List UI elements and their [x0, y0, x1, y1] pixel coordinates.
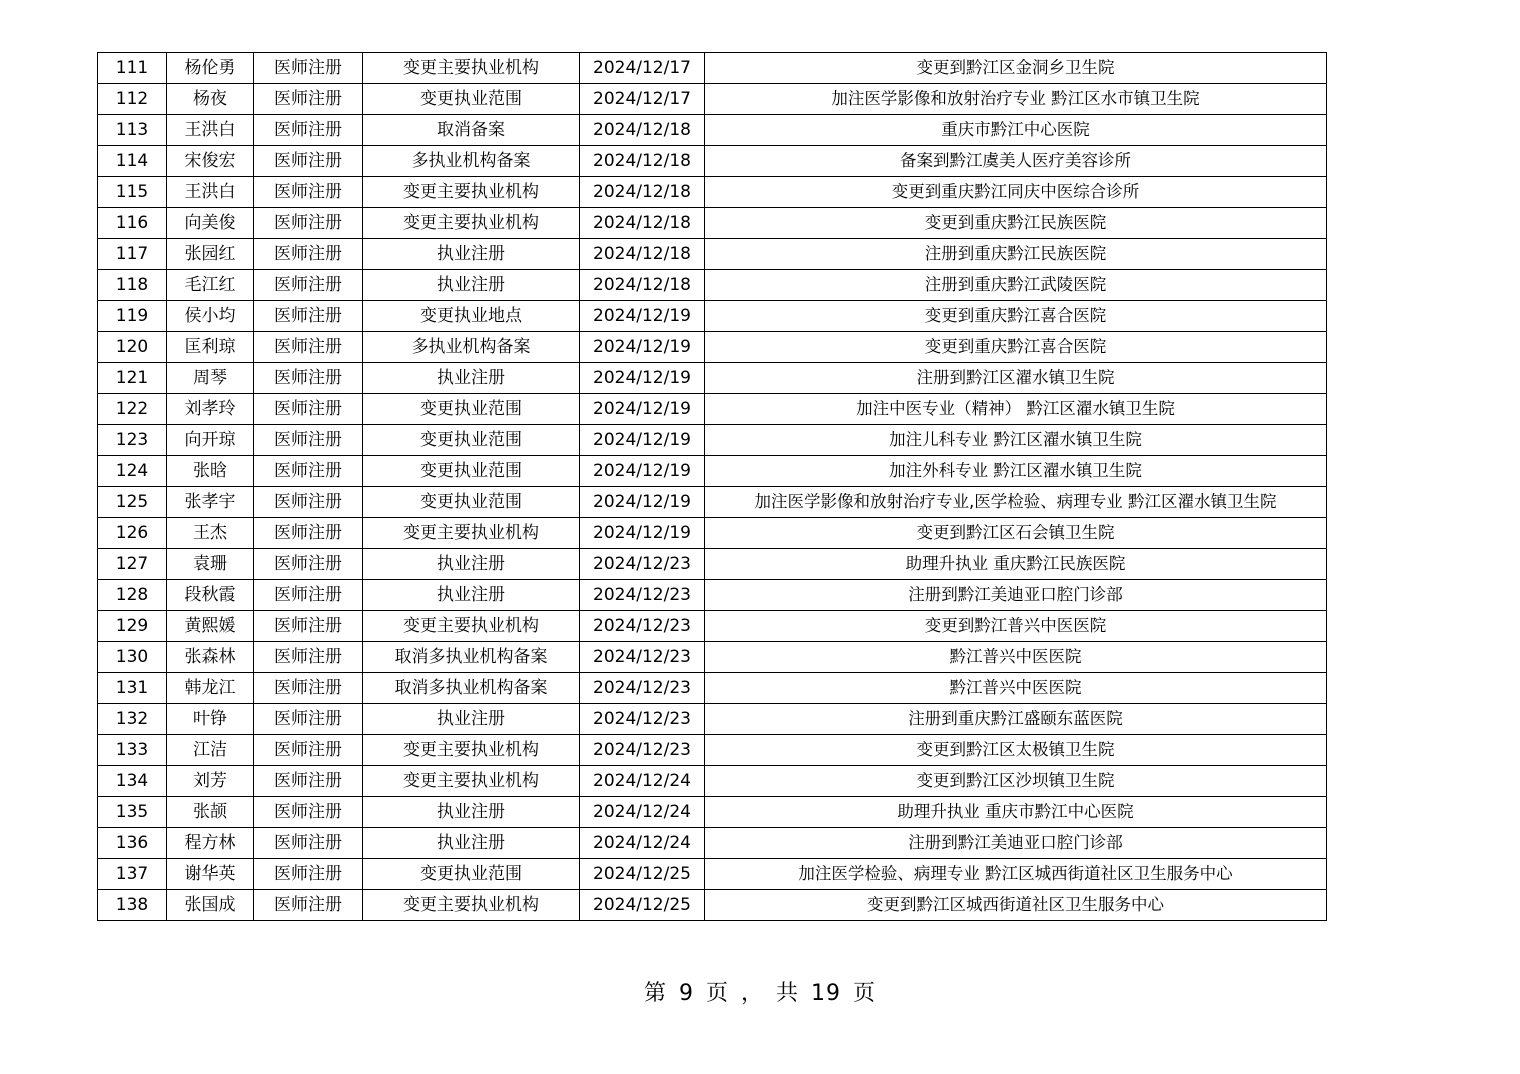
cell-action: 执业注册 — [363, 704, 580, 735]
cell-date: 2024/12/24 — [580, 828, 705, 859]
total-pages: 19 — [811, 981, 842, 1006]
cell-detail: 变更到重庆黔江同庆中医综合诊所 — [705, 177, 1327, 208]
cell-category: 医师注册 — [254, 673, 363, 704]
table-row — [98, 704, 1327, 735]
cell-date: 2024/12/23 — [580, 611, 705, 642]
cell-name: 向美俊 — [167, 208, 254, 239]
cell-date: 2024/12/19 — [580, 394, 705, 425]
cell-detail: 加注医学影像和放射治疗专业 黔江区水市镇卫生院 — [705, 84, 1327, 115]
cell-number: 121 — [98, 363, 167, 394]
cell-name: 江洁 — [167, 735, 254, 766]
cell-category: 医师注册 — [254, 394, 363, 425]
cell-detail: 黔江普兴中医医院 — [705, 642, 1327, 673]
cell-action: 变更主要执业机构 — [363, 735, 580, 766]
cell-date: 2024/12/18 — [580, 146, 705, 177]
cell-name: 向开琼 — [167, 425, 254, 456]
page-suffix: 页 — [705, 981, 729, 1006]
table-row — [98, 425, 1327, 456]
cell-number: 124 — [98, 456, 167, 487]
cell-category: 医师注册 — [254, 828, 363, 859]
cell-name: 叶铮 — [167, 704, 254, 735]
cell-action: 执业注册 — [363, 549, 580, 580]
cell-detail: 加注中医专业（精神） 黔江区濯水镇卫生院 — [705, 394, 1327, 425]
cell-date: 2024/12/18 — [580, 177, 705, 208]
cell-category: 医师注册 — [254, 301, 363, 332]
table-row — [98, 735, 1327, 766]
cell-date: 2024/12/23 — [580, 642, 705, 673]
cell-number: 112 — [98, 84, 167, 115]
cell-name: 杨夜 — [167, 84, 254, 115]
table-row — [98, 549, 1327, 580]
cell-date: 2024/12/23 — [580, 704, 705, 735]
cell-action: 多执业机构备案 — [363, 146, 580, 177]
cell-number: 130 — [98, 642, 167, 673]
cell-action: 变更执业范围 — [363, 425, 580, 456]
cell-date: 2024/12/18 — [580, 270, 705, 301]
cell-number: 126 — [98, 518, 167, 549]
cell-category: 医师注册 — [254, 208, 363, 239]
cell-detail: 备案到黔江虞美人医疗美容诊所 — [705, 146, 1327, 177]
cell-date: 2024/12/24 — [580, 766, 705, 797]
cell-action: 执业注册 — [363, 828, 580, 859]
cell-detail: 变更到黔江区太极镇卫生院 — [705, 735, 1327, 766]
cell-category: 医师注册 — [254, 766, 363, 797]
cell-action: 变更执业范围 — [363, 394, 580, 425]
cell-category: 医师注册 — [254, 425, 363, 456]
cell-name: 程方林 — [167, 828, 254, 859]
cell-action: 变更执业范围 — [363, 84, 580, 115]
cell-date: 2024/12/17 — [580, 84, 705, 115]
table-row — [98, 208, 1327, 239]
table-row — [98, 332, 1327, 363]
cell-detail: 注册到重庆黔江盛颐东蓝医院 — [705, 704, 1327, 735]
table-row — [98, 642, 1327, 673]
cell-category: 医师注册 — [254, 797, 363, 828]
cell-name: 张颉 — [167, 797, 254, 828]
table-row — [98, 766, 1327, 797]
cell-name: 韩龙江 — [167, 673, 254, 704]
cell-detail: 变更到黔江区沙坝镇卫生院 — [705, 766, 1327, 797]
total-prefix: 共 — [776, 981, 800, 1006]
cell-action: 变更执业范围 — [363, 456, 580, 487]
table-row — [98, 177, 1327, 208]
cell-number: 136 — [98, 828, 167, 859]
cell-number: 134 — [98, 766, 167, 797]
cell-category: 医师注册 — [254, 580, 363, 611]
table-row — [98, 84, 1327, 115]
cell-date: 2024/12/17 — [580, 53, 705, 84]
cell-name: 毛江红 — [167, 270, 254, 301]
cell-category: 医师注册 — [254, 53, 363, 84]
table-row — [98, 580, 1327, 611]
cell-detail: 助理升执业 重庆市黔江中心医院 — [705, 797, 1327, 828]
cell-detail: 加注医学检验、病理专业 黔江区城西街道社区卫生服务中心 — [705, 859, 1327, 890]
cell-detail: 变更到重庆黔江喜合医院 — [705, 301, 1327, 332]
cell-name: 匡利琼 — [167, 332, 254, 363]
cell-action: 变更执业范围 — [363, 487, 580, 518]
cell-name: 侯小均 — [167, 301, 254, 332]
cell-category: 医师注册 — [254, 115, 363, 146]
cell-date: 2024/12/19 — [580, 518, 705, 549]
cell-date: 2024/12/25 — [580, 859, 705, 890]
cell-detail: 变更到重庆黔江喜合医院 — [705, 332, 1327, 363]
cell-action: 变更主要执业机构 — [363, 766, 580, 797]
cell-number: 129 — [98, 611, 167, 642]
cell-number: 133 — [98, 735, 167, 766]
cell-category: 医师注册 — [254, 890, 363, 921]
table-row — [98, 487, 1327, 518]
table-row — [98, 611, 1327, 642]
table-row — [98, 890, 1327, 921]
table-row — [98, 301, 1327, 332]
cell-number: 128 — [98, 580, 167, 611]
total-suffix: 页 — [853, 981, 877, 1006]
cell-name: 黄熙媛 — [167, 611, 254, 642]
cell-category: 医师注册 — [254, 611, 363, 642]
cell-number: 115 — [98, 177, 167, 208]
cell-detail: 注册到黔江美迪亚口腔门诊部 — [705, 580, 1327, 611]
page-separator: ， — [740, 981, 764, 1006]
table-row — [98, 53, 1327, 84]
cell-detail: 加注医学影像和放射治疗专业,医学检验、病理专业 黔江区濯水镇卫生院 — [705, 487, 1327, 518]
cell-date: 2024/12/19 — [580, 363, 705, 394]
cell-detail: 变更到重庆黔江民族医院 — [705, 208, 1327, 239]
cell-detail: 黔江普兴中医医院 — [705, 673, 1327, 704]
cell-number: 122 — [98, 394, 167, 425]
cell-number: 127 — [98, 549, 167, 580]
cell-date: 2024/12/19 — [580, 456, 705, 487]
cell-category: 医师注册 — [254, 146, 363, 177]
cell-number: 111 — [98, 53, 167, 84]
cell-action: 变更主要执业机构 — [363, 208, 580, 239]
cell-number: 131 — [98, 673, 167, 704]
cell-category: 医师注册 — [254, 177, 363, 208]
cell-category: 医师注册 — [254, 518, 363, 549]
cell-date: 2024/12/18 — [580, 115, 705, 146]
cell-name: 张园红 — [167, 239, 254, 270]
table-row — [98, 859, 1327, 890]
cell-number: 125 — [98, 487, 167, 518]
table-row — [98, 146, 1327, 177]
cell-number: 117 — [98, 239, 167, 270]
cell-category: 医师注册 — [254, 270, 363, 301]
cell-detail: 加注外科专业 黔江区濯水镇卫生院 — [705, 456, 1327, 487]
cell-action: 执业注册 — [363, 239, 580, 270]
table-row — [98, 456, 1327, 487]
cell-action: 变更执业范围 — [363, 859, 580, 890]
table-row — [98, 828, 1327, 859]
table-row — [98, 270, 1327, 301]
page-number: 9 — [678, 981, 694, 1006]
page-footer — [0, 976, 1520, 1007]
cell-name: 王杰 — [167, 518, 254, 549]
cell-number: 123 — [98, 425, 167, 456]
cell-detail: 注册到重庆黔江武陵医院 — [705, 270, 1327, 301]
cell-category: 医师注册 — [254, 239, 363, 270]
page-prefix: 第 — [643, 981, 667, 1006]
cell-date: 2024/12/19 — [580, 332, 705, 363]
cell-action: 执业注册 — [363, 797, 580, 828]
cell-action: 变更主要执业机构 — [363, 611, 580, 642]
cell-number: 120 — [98, 332, 167, 363]
cell-action: 取消多执业机构备案 — [363, 673, 580, 704]
cell-detail: 变更到黔江区石会镇卫生院 — [705, 518, 1327, 549]
cell-detail: 变更到黔江普兴中医医院 — [705, 611, 1327, 642]
cell-name: 张孝宇 — [167, 487, 254, 518]
cell-number: 132 — [98, 704, 167, 735]
cell-category: 医师注册 — [254, 859, 363, 890]
cell-date: 2024/12/23 — [580, 580, 705, 611]
cell-date: 2024/12/23 — [580, 673, 705, 704]
cell-date: 2024/12/25 — [580, 890, 705, 921]
cell-number: 114 — [98, 146, 167, 177]
cell-number: 135 — [98, 797, 167, 828]
cell-detail: 重庆市黔江中心医院 — [705, 115, 1327, 146]
cell-category: 医师注册 — [254, 84, 363, 115]
cell-number: 113 — [98, 115, 167, 146]
cell-name: 张国成 — [167, 890, 254, 921]
cell-name: 周琴 — [167, 363, 254, 394]
cell-action: 执业注册 — [363, 270, 580, 301]
cell-name: 张森林 — [167, 642, 254, 673]
cell-number: 138 — [98, 890, 167, 921]
cell-date: 2024/12/24 — [580, 797, 705, 828]
cell-action: 多执业机构备案 — [363, 332, 580, 363]
cell-category: 医师注册 — [254, 332, 363, 363]
cell-action: 变更主要执业机构 — [363, 53, 580, 84]
cell-name: 杨伦勇 — [167, 53, 254, 84]
cell-name: 谢华英 — [167, 859, 254, 890]
cell-number: 137 — [98, 859, 167, 890]
record-table-body — [98, 53, 1327, 921]
cell-action: 变更执业地点 — [363, 301, 580, 332]
cell-action: 取消备案 — [363, 115, 580, 146]
cell-name: 刘孝玲 — [167, 394, 254, 425]
cell-detail: 注册到重庆黔江民族医院 — [705, 239, 1327, 270]
cell-category: 医师注册 — [254, 549, 363, 580]
cell-category: 医师注册 — [254, 363, 363, 394]
cell-name: 张晗 — [167, 456, 254, 487]
cell-date: 2024/12/19 — [580, 301, 705, 332]
cell-name: 王洪白 — [167, 115, 254, 146]
cell-detail: 助理升执业 重庆黔江民族医院 — [705, 549, 1327, 580]
table-row — [98, 518, 1327, 549]
cell-detail: 变更到黔江区城西街道社区卫生服务中心 — [705, 890, 1327, 921]
table-row — [98, 797, 1327, 828]
cell-action: 变更主要执业机构 — [363, 890, 580, 921]
cell-detail: 注册到黔江区濯水镇卫生院 — [705, 363, 1327, 394]
cell-date: 2024/12/23 — [580, 549, 705, 580]
cell-category: 医师注册 — [254, 487, 363, 518]
cell-category: 医师注册 — [254, 456, 363, 487]
cell-name: 段秋霞 — [167, 580, 254, 611]
cell-number: 116 — [98, 208, 167, 239]
cell-name: 王洪白 — [167, 177, 254, 208]
cell-detail: 变更到黔江区金洞乡卫生院 — [705, 53, 1327, 84]
cell-date: 2024/12/18 — [580, 208, 705, 239]
cell-date: 2024/12/19 — [580, 487, 705, 518]
cell-name: 宋俊宏 — [167, 146, 254, 177]
cell-detail: 注册到黔江美迪亚口腔门诊部 — [705, 828, 1327, 859]
table-row — [98, 363, 1327, 394]
record-table — [97, 52, 1327, 921]
cell-action: 变更主要执业机构 — [363, 518, 580, 549]
cell-date: 2024/12/19 — [580, 425, 705, 456]
cell-number: 118 — [98, 270, 167, 301]
cell-date: 2024/12/23 — [580, 735, 705, 766]
table-row — [98, 673, 1327, 704]
cell-name: 刘芳 — [167, 766, 254, 797]
cell-date: 2024/12/18 — [580, 239, 705, 270]
cell-action: 变更主要执业机构 — [363, 177, 580, 208]
cell-category: 医师注册 — [254, 642, 363, 673]
table-row — [98, 239, 1327, 270]
cell-action: 执业注册 — [363, 580, 580, 611]
cell-action: 取消多执业机构备案 — [363, 642, 580, 673]
table-row — [98, 394, 1327, 425]
table-row — [98, 115, 1327, 146]
cell-category: 医师注册 — [254, 735, 363, 766]
cell-name: 袁珊 — [167, 549, 254, 580]
cell-action: 执业注册 — [363, 363, 580, 394]
cell-detail: 加注儿科专业 黔江区濯水镇卫生院 — [705, 425, 1327, 456]
cell-number: 119 — [98, 301, 167, 332]
cell-category: 医师注册 — [254, 704, 363, 735]
